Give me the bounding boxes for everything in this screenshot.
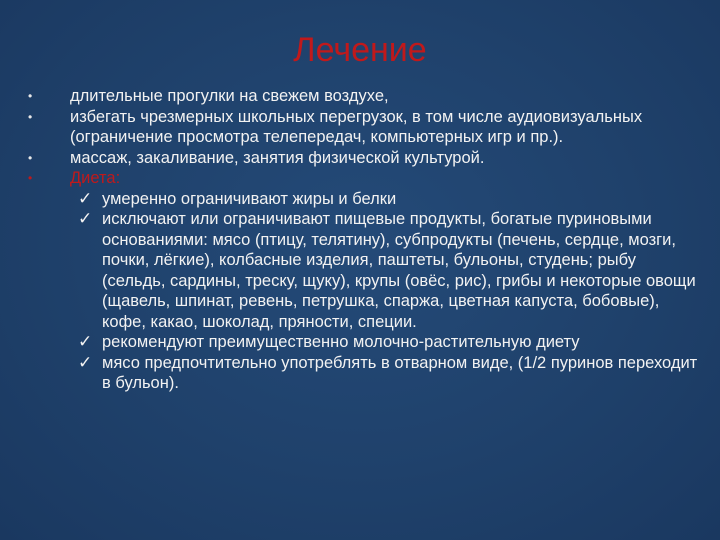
bullet-item [28,107,698,148]
checkmark-icon: ✓ [78,209,93,228]
bullet-item [28,86,698,107]
checkmark-icon: ✓ [78,352,93,372]
diet-item [28,353,698,394]
slide-content [28,86,698,394]
diet-item [28,209,698,332]
diet-item-text: рекомендуют преимущественно молочно-растительную диету [102,333,580,351]
diet-item-text: мясо предпочтительно употреблять в отварном виде, (1/2 пуринов переходит в бульон). [102,353,698,392]
bullet-icon: • [28,171,33,185]
bullet-item [28,148,698,169]
bullet-icon: • [28,109,33,124]
checkmark-icon: ✓ [78,188,93,208]
checkmark-icon: ✓ [78,332,93,351]
bullet-text: длительные прогулки на свежем воздухе, [70,87,389,105]
diet-item-text: умеренно ограничивают жиры и белки [102,189,397,208]
bullet-icon: • [28,150,33,165]
diet-item [28,332,698,353]
slide-title: Лечение [293,31,427,69]
diet-item [28,189,698,210]
bullet-item-diet [28,168,698,189]
bullet-text: избегать чрезмерных школьных перегрузок, в том числе аудиовизуальных (ограничение просмотра телепередач, компьютерных игр и пр.). [70,107,643,146]
bullet-text: массаж, закаливание, занятия физической культурой. [70,148,485,167]
diet-heading: Диета: [70,169,121,187]
bullet-icon: • [28,89,33,103]
diet-item-text: исключают или ограничивают пищевые продукты, богатые пуриновыми основаниями: мясо (птицу, телятину), субпродукты (печень, сердце, мозги, почки, лёгкие), колбасные изделия, паштеты, бульоны, студень; рыбу (сельдь, сардины, треску, щуку), крупы (овёс, рис), грибы и некоторые овощи (щавель, шпинат, ревень, петрушка, спаржа, цветная капуста, бобовые), кофе, какао, шоколад, пряности, специи. [102,210,696,331]
